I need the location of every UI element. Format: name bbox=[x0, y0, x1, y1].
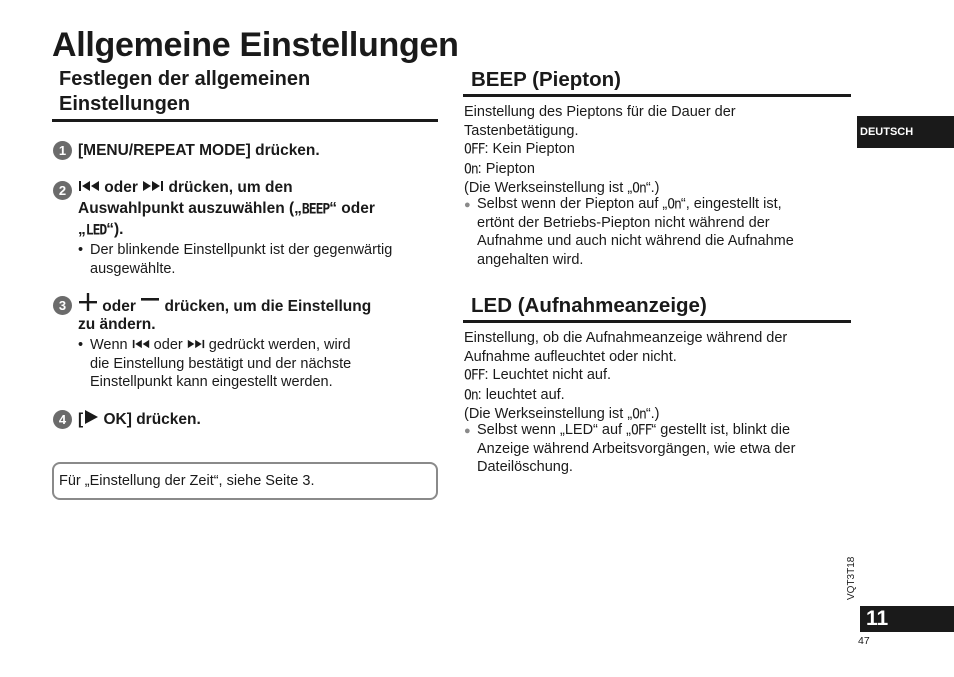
option-text: : leuchtet auf. bbox=[477, 386, 565, 403]
beep-option-on bbox=[464, 160, 736, 180]
option-text: : Leuchtet nicht auf. bbox=[484, 367, 612, 383]
step-2-line-2 bbox=[78, 198, 375, 220]
step-3-action: drücken, um die Einstellung bbox=[160, 298, 372, 315]
step-1-text: [MENU/REPEAT MODE] drücken. bbox=[78, 142, 320, 159]
led-description bbox=[464, 329, 787, 425]
display-off-segment: OFF bbox=[464, 141, 485, 158]
note-box bbox=[52, 462, 438, 500]
skip-forward-icon bbox=[187, 339, 205, 349]
display-off-segment: OFF bbox=[464, 367, 485, 384]
step-2-text: „ bbox=[78, 221, 86, 238]
doc-code: VQT3T18 bbox=[846, 556, 857, 600]
bullet-line: angehalten wird. bbox=[477, 251, 584, 268]
page-number: 11 bbox=[860, 606, 954, 632]
step-2-line-3 bbox=[78, 219, 123, 241]
skip-back-icon bbox=[132, 339, 150, 349]
heading-line: Einstellungen bbox=[59, 93, 191, 115]
bullet-line: Aufnahme und auch nicht während die Aufnahme bbox=[477, 233, 794, 249]
section-heading-led: LED (Aufnahmeanzeige) bbox=[471, 294, 707, 317]
sub-page-number: 47 bbox=[858, 635, 870, 647]
note-text: oder bbox=[149, 337, 187, 353]
beep-option-off bbox=[464, 140, 736, 160]
bullet-line: Dateilöschung. bbox=[477, 459, 573, 475]
led-option-on bbox=[464, 386, 787, 406]
bullet-text: Selbst wenn der Piepton auf „ bbox=[477, 196, 668, 212]
bullet-line: Anzeige während Arbeitsvorgängen, wie etwa der bbox=[477, 440, 796, 457]
bullet-text: “, eingestellt ist, bbox=[680, 196, 782, 212]
display-led-segment: LED bbox=[85, 222, 107, 239]
step-4-text: OK] drücken. bbox=[99, 411, 201, 428]
section-rule bbox=[52, 119, 438, 122]
skip-back-icon bbox=[78, 180, 100, 192]
heading-line: Festlegen der allgemeinen bbox=[59, 68, 311, 90]
default-text: “.) bbox=[645, 406, 660, 422]
note-line: die Einstellung bestätigt und der nächste bbox=[90, 355, 352, 372]
default-text: (Die Werkseinstellung ist „ bbox=[464, 406, 633, 422]
step-number-2: 2 bbox=[53, 181, 72, 200]
step-number-1: 1 bbox=[53, 141, 72, 160]
beep-bullet bbox=[464, 195, 794, 268]
note-line: Der blinkende Einstellpunkt ist der gegenwärtig bbox=[90, 242, 393, 258]
bullet-text: “ gestellt ist, blinkt die bbox=[651, 422, 791, 438]
display-on-segment: On bbox=[464, 386, 478, 404]
note-line: Einstellpunkt kann eingestellt werden. bbox=[90, 374, 333, 390]
step-4-text: [ bbox=[78, 411, 84, 428]
default-text: “.) bbox=[645, 180, 660, 196]
step-3-note bbox=[78, 336, 352, 390]
desc-line: Einstellung des Pieptons für die Dauer der bbox=[464, 104, 736, 120]
step-number-3: 3 bbox=[53, 296, 72, 315]
bullet-line bbox=[477, 421, 790, 441]
beep-description bbox=[464, 103, 736, 199]
display-on-segment: On bbox=[667, 196, 681, 213]
step-3-or: oder bbox=[98, 298, 141, 315]
section-rule bbox=[463, 94, 851, 97]
step-2-action: drücken, um den bbox=[164, 179, 293, 196]
step-number-4: 4 bbox=[53, 410, 72, 429]
note-text: gedrückt werden, wird bbox=[204, 337, 351, 353]
display-on-segment: On bbox=[632, 180, 646, 197]
step-2-note bbox=[78, 241, 393, 277]
desc-line: Aufnahme aufleuchtet oder nicht. bbox=[464, 348, 677, 365]
display-off-segment: OFF bbox=[630, 422, 652, 439]
step-2-or: oder bbox=[100, 179, 143, 196]
led-option-off bbox=[464, 366, 787, 386]
minus-icon bbox=[140, 297, 160, 311]
display-beep-segment: BEEP bbox=[301, 201, 330, 218]
page-title: Allgemeine Einstellungen bbox=[52, 26, 459, 64]
display-on-segment: On bbox=[632, 406, 646, 423]
bullet-text: Selbst wenn „LED“ auf „ bbox=[477, 422, 631, 438]
led-bullet bbox=[464, 421, 796, 475]
section-heading-beep: BEEP (Piepton) bbox=[471, 68, 621, 91]
bullet-round: ● bbox=[464, 199, 471, 211]
step-2-text: “ oder bbox=[329, 200, 375, 217]
note-box-text: Für „Einstellung der Zeit“, siehe Seite 3. bbox=[59, 473, 315, 489]
note-line: ausgewählte. bbox=[90, 260, 176, 277]
bullet-round: ● bbox=[464, 425, 471, 437]
option-text: : Kein Piepton bbox=[484, 141, 575, 157]
default-text: (Die Werkseinstellung ist „ bbox=[464, 180, 633, 196]
note-text: Wenn bbox=[90, 337, 132, 353]
note-line bbox=[90, 336, 351, 355]
step-4-line-1 bbox=[78, 409, 201, 430]
skip-forward-icon bbox=[142, 180, 164, 192]
desc-line: Tastenbetätigung. bbox=[464, 122, 579, 139]
step-2-text: “). bbox=[106, 221, 124, 238]
option-text: : Piepton bbox=[477, 160, 535, 177]
bullet-line: ertönt der Betriebs-Piepton nicht während der bbox=[477, 214, 770, 231]
play-icon bbox=[83, 410, 99, 424]
display-on-segment: On bbox=[464, 160, 478, 178]
section-rule bbox=[463, 320, 851, 323]
desc-line: Einstellung, ob die Aufnahmeanzeige während der bbox=[464, 330, 788, 346]
bullet-dot: • bbox=[78, 337, 84, 353]
language-tab: DEUTSCH bbox=[857, 116, 954, 148]
step-3-line-2: zu ändern. bbox=[78, 316, 156, 333]
plus-icon bbox=[78, 293, 98, 311]
bullet-line bbox=[477, 195, 782, 215]
step-2-line-1 bbox=[78, 177, 293, 198]
section-heading-general bbox=[59, 67, 310, 117]
bullet-dot: • bbox=[78, 242, 84, 258]
step-2-text: Auswahlpunkt auszuwählen („ bbox=[78, 200, 302, 217]
